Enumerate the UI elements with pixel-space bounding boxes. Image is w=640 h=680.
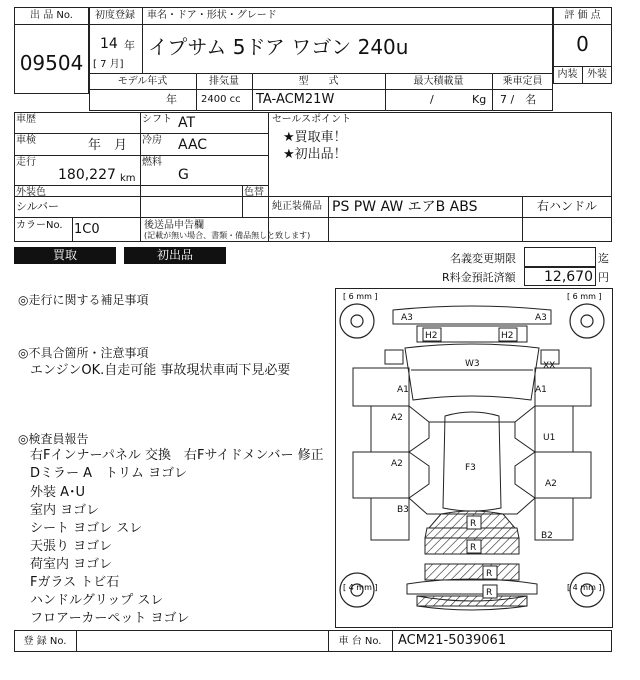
inspector-line-1: 右Fインナーパネル 交換 右Fサイドメンバー 修正	[30, 448, 324, 463]
inspector-line-5: シート ヨゴレ スレ	[30, 521, 143, 536]
model-type: TA-ACM21W	[256, 92, 335, 107]
name-change-unit: 迄	[598, 252, 609, 265]
inspector-line-3: 外装 A･U	[30, 485, 86, 500]
mark-h2-right: H2	[501, 331, 514, 341]
mileage-unit: km	[120, 173, 136, 184]
tire-rear-left-depth: [ 4 mm ]	[343, 583, 378, 592]
lot-label: 出 品 No.	[30, 10, 73, 21]
mark-a3-right: A3	[535, 313, 547, 323]
recycle-unit: 円	[598, 271, 609, 284]
mark-b2: B2	[541, 531, 553, 541]
defects-title: ◎不具合箇所・注意事項	[18, 346, 149, 360]
color-value: シルバー	[16, 200, 59, 213]
interior-score-label: 内装	[557, 69, 578, 80]
lot-number: 09504	[19, 51, 84, 75]
type-label: 型 式	[298, 76, 339, 87]
mark-r-4: R	[486, 588, 493, 598]
mark-b3: B3	[397, 505, 409, 515]
fuel-value: G	[178, 167, 189, 183]
sales-point-1: ★買取車！	[283, 130, 347, 145]
fuel-label: 燃料	[142, 157, 162, 168]
reg-no-label: 登 録 No.	[23, 636, 67, 647]
mark-h2-left: H2	[425, 331, 438, 341]
car-name: イプサム 5ドア ワゴン 240u	[148, 35, 409, 59]
first-listing-bar: 初出品	[124, 247, 226, 264]
first-reg-label: 初度登録	[95, 10, 135, 21]
repaint-label: 色替	[244, 187, 264, 198]
mileage-label: 走行	[16, 157, 36, 168]
inspection-label: 車検	[16, 135, 36, 146]
mark-a2-left-1: A2	[391, 413, 403, 423]
max-load-unit: Kg	[472, 93, 487, 106]
mark-xx: XX	[543, 361, 556, 371]
max-load-label: 最大積載量	[413, 76, 464, 87]
ac-label: 冷房	[142, 135, 162, 146]
mark-r-2: R	[470, 543, 477, 553]
steering-value: 右ハンドル	[536, 199, 597, 213]
inspector-line-4: 室内 ヨゴレ	[30, 503, 100, 518]
color-no-label: カラーNo.	[16, 220, 63, 231]
sales-point-label: セールスポイント	[272, 114, 352, 125]
name-change-label: 名義変更期限	[450, 252, 516, 265]
aftermarket-note: (記載が無い場合、書類・備品無しと致します)	[144, 231, 311, 240]
ac-value: AAC	[178, 137, 208, 153]
year-unit: 年	[124, 39, 135, 52]
footer-box	[14, 630, 612, 652]
inspector-line-8: Fガラス トビ石	[30, 575, 120, 590]
first-reg-month: [ 7 月]	[93, 59, 124, 70]
damage-diagram	[335, 288, 613, 628]
recycle-label: R料金預託済額	[442, 271, 516, 284]
wheel-front-right	[570, 304, 604, 338]
driving-notes-title: ◎走行に関する補足事項	[18, 293, 149, 307]
model-year-label: モデル年式	[117, 76, 168, 87]
model-year-unit: 年	[166, 93, 177, 106]
capacity-label: 乗車定員	[502, 76, 543, 87]
tire-rear-right-depth: [ 4 mm ]	[567, 583, 602, 592]
aftermarket-label: 後送品申告欄	[144, 220, 204, 231]
mark-a2-left-2: A2	[391, 459, 403, 469]
chassis-value: ACM21-5039061	[398, 633, 507, 648]
inspection-value: 年 月	[88, 138, 128, 153]
wheel-front-left	[340, 304, 374, 338]
inspector-line-10: フロアーカーペット ヨゴレ	[30, 611, 190, 626]
mark-f3: F3	[465, 463, 476, 473]
chassis-label: 車 台 No.	[338, 636, 382, 647]
shift-label: シフト	[142, 114, 172, 125]
shift-value: AT	[178, 115, 196, 131]
max-load-sep: /	[430, 93, 434, 106]
name-change-box	[524, 247, 596, 267]
mark-a1-right: A1	[535, 385, 547, 395]
tire-front-left-depth: [ 6 mm ]	[343, 292, 378, 301]
mark-r-1: R	[470, 519, 477, 529]
mark-a1-left: A1	[397, 385, 409, 395]
buy-bar: 買取	[14, 247, 116, 264]
sales-point-2: ★初出品！	[283, 147, 347, 162]
score-value: 0	[576, 32, 589, 56]
mark-u1: U1	[543, 433, 556, 443]
inspector-line-7: 荷室内 ヨゴレ	[30, 557, 113, 572]
history-label: 車歴	[16, 114, 36, 125]
mileage-value: 180,227	[58, 167, 116, 183]
exterior-score-label: 外装	[587, 69, 607, 80]
tire-front-right-depth: [ 6 mm ]	[567, 292, 602, 301]
inspector-line-6: 天張り ヨゴレ	[30, 539, 113, 554]
displacement: 2400 cc	[201, 94, 241, 105]
inspector-line-2: Dミラー A トリム ヨゴレ	[30, 466, 188, 481]
mark-r-3: R	[486, 569, 493, 579]
recycle-value: 12,670	[544, 269, 593, 285]
damage-bumper-top	[425, 564, 519, 580]
inspector-title: ◎検査員報告	[18, 432, 89, 446]
inspector-line-9: ハンドルグリップ スレ	[30, 593, 164, 608]
defects-text: エンジンOK.自走可能 事故現状車両下見必要	[30, 363, 291, 378]
car-name-label: 車名・ドア・形状・グレード	[147, 10, 277, 21]
mark-a2-right: A2	[545, 479, 557, 489]
equipment-value: PS PW AW エアB ABS	[332, 199, 478, 215]
mark-w3: W3	[465, 359, 480, 369]
mark-a3-left: A3	[401, 313, 413, 323]
color-label: 外装色	[16, 187, 46, 198]
score-label: 評 価 点	[564, 10, 601, 21]
displacement-label: 排気量	[209, 76, 239, 87]
capacity: 7 / 名	[500, 93, 537, 106]
color-no-value: 1C0	[74, 222, 100, 237]
equipment-label: 純正装備品	[272, 201, 322, 212]
first-reg-year: 14	[100, 36, 118, 52]
